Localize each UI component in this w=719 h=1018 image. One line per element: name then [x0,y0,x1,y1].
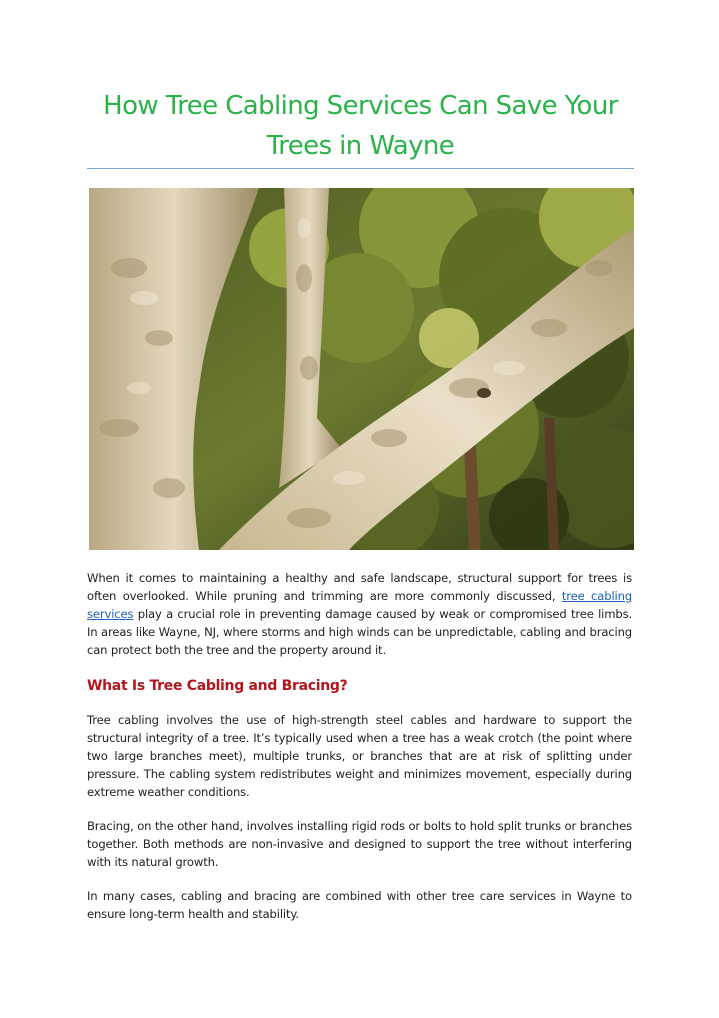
tree-cabling-services-link[interactable]: tree cabling services [87,589,632,621]
combined-services-paragraph: In many cases, cabling and bracing are combined with other tree care services in Wayne to ensure long-term health and stability. [87,889,632,921]
title-divider [87,168,634,169]
section-heading: What Is Tree Cabling and Bracing? [87,678,348,694]
page-title: How Tree Cabling Services Can Save Your Trees in Wayne [103,91,618,161]
intro-text-after-link: play a crucial role in preventing damage caused by weak or compromised tree limbs. In areas like Wayne, NJ, where storms and high winds can be unpredictable, cabling and bracing can protect both the tree and the property around it. [87,607,632,657]
intro-text-before-link: When it comes to maintaining a healthy and safe landscape, structural support for trees is often overlooked. While pruning and trimming are more commonly discussed, [87,571,632,603]
bracing-paragraph: Bracing, on the other hand, involves installing rigid rods or bolts to hold split trunks or branches together. Both methods are non-invasive and designed to support the tree without interfering with its natural growth. [87,819,632,869]
cabling-paragraph: Tree cabling involves the use of high-strength steel cables and hardware to support the structural integrity of a tree. It’s typically used when a tree has a weak crotch (the point where two large branches meet), multiple trunks, or branches that are at risk of splitting under pressure. The cabling system redistributes weight and minimizes movement, especially during extreme weather conditions. [87,713,632,799]
hero-image-tree-trunks [89,188,634,550]
intro-paragraph [87,569,632,659]
